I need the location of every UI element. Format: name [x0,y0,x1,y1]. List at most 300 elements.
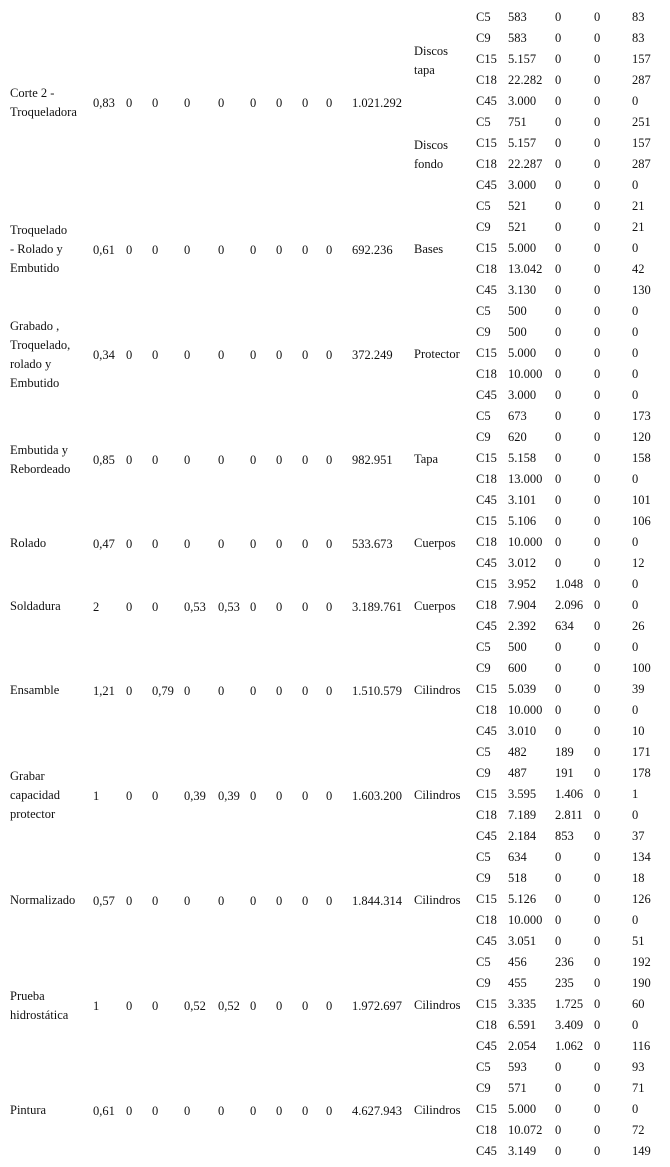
process-name [10,597,61,616]
size-value: 456 [508,955,527,969]
size-code: C18 [476,703,497,717]
process-value: 0 [250,536,257,551]
size-code: C15 [476,787,497,801]
size-value: 0 [594,661,601,675]
process-value: 0 [326,683,333,698]
size-value: 0 [594,1081,601,1095]
process-value: 0 [250,242,257,257]
size-value: 5.000 [508,346,537,360]
process-value: 0 [250,683,257,698]
size-value: 173 [632,409,651,423]
size-value: 0 [632,325,639,339]
size-code: C15 [476,577,497,591]
part-name-line: fondo [414,157,444,171]
part-name-line: Bases [414,242,444,256]
part-name [414,891,461,910]
part-name-line: Cilindros [414,1103,461,1117]
size-value: 0 [594,199,601,213]
process-value: 0 [126,683,133,698]
process-value: 0 [218,683,225,698]
size-value: 0 [555,661,562,675]
size-value: 0 [594,346,601,360]
size-value: 191 [555,766,574,780]
process-value: 0 [126,1103,133,1118]
size-value: 634 [508,850,527,864]
part-name [414,597,456,616]
size-value: 0 [594,178,601,192]
size-value: 0 [555,346,562,360]
part-name [414,136,448,174]
size-value: 1.048 [555,577,584,591]
size-value: 482 [508,745,527,759]
size-value: 0 [594,367,601,381]
size-value: 37 [632,829,645,843]
process-name-line: Soldadura [10,599,61,613]
process-value: 0 [302,347,309,362]
process-value: 0 [152,893,159,908]
size-code: C18 [476,598,497,612]
size-code: C9 [476,1081,491,1095]
size-value: 0 [594,892,601,906]
size-value: 21 [632,199,645,213]
size-code: C15 [476,136,497,150]
process-total: 1.021.292 [352,95,402,110]
size-value: 0 [594,136,601,150]
process-value: 0 [250,788,257,803]
process-value: 0 [302,95,309,110]
part-name-line: Discos [414,43,449,58]
process-value: 0 [152,347,159,362]
size-value: 2.811 [555,808,583,822]
size-value: 39 [632,682,645,696]
size-value: 71 [632,1081,645,1095]
size-value: 0 [632,178,639,192]
size-value: 0 [594,871,601,885]
size-value: 0 [594,955,601,969]
process-value: 0 [218,536,225,551]
size-value: 0 [632,913,639,927]
process-value: 0 [302,536,309,551]
size-code: C5 [476,409,491,423]
size-value: 0 [555,430,562,444]
size-value: 0 [594,409,601,423]
size-value: 0 [594,577,601,591]
process-value: 0 [250,95,257,110]
size-value: 0 [632,1018,639,1032]
process-value: 0 [250,893,257,908]
size-value: 7.904 [508,598,537,612]
size-value: 455 [508,976,527,990]
size-value: 134 [632,850,651,864]
size-value: 3.010 [508,724,537,738]
process-value: 0 [218,893,225,908]
size-value: 149 [632,1144,651,1158]
process-value: 0 [302,242,309,257]
process-value: 0,61 [93,242,115,257]
size-code: C18 [476,1018,497,1032]
size-value: 0 [594,325,601,339]
size-code: C9 [476,871,491,885]
process-name-line: Troquelado, [10,337,71,352]
part-name [414,786,461,805]
part-name [414,42,448,80]
size-value: 0 [555,283,562,297]
size-value: 0 [555,850,562,864]
process-value: 0 [218,452,225,467]
size-code: C15 [476,1102,497,1116]
process-name-line: Ensamble [10,683,60,697]
process-total: 1.510.579 [352,683,402,698]
process-value: 0 [126,998,133,1013]
size-value: 600 [508,661,527,675]
size-code: C45 [476,178,497,192]
size-value: 5.039 [508,682,537,696]
process-value: 0 [302,998,309,1013]
process-value: 0 [276,1103,283,1118]
process-value: 0 [250,1103,257,1118]
size-value: 10.072 [508,1123,543,1137]
size-value: 13.000 [508,472,543,486]
size-value: 0 [594,850,601,864]
process-value: 1 [93,788,100,803]
size-value: 0 [555,367,562,381]
size-value: 1.062 [555,1039,584,1053]
size-value: 0 [555,10,562,24]
size-code: C45 [476,724,497,738]
size-value: 116 [632,1039,651,1053]
process-value: 0 [184,683,191,698]
size-value: 2.392 [508,619,537,633]
process-value: 0 [218,1103,225,1118]
process-value: 0 [326,599,333,614]
size-value: 10.000 [508,367,543,381]
process-total: 533.673 [352,536,393,551]
size-value: 100 [632,661,651,675]
process-total: 982.951 [352,452,393,467]
size-value: 0 [594,682,601,696]
size-value: 0 [594,724,601,738]
size-value: 583 [508,10,527,24]
size-code: C15 [476,514,497,528]
size-value: 3.409 [555,1018,584,1032]
size-value: 0 [594,640,601,654]
process-value: 0 [126,788,133,803]
size-value: 0 [594,997,601,1011]
size-value: 3.051 [508,934,537,948]
process-value: 0,52 [218,998,240,1013]
size-code: C5 [476,115,491,129]
size-code: C5 [476,304,491,318]
size-value: 0 [555,934,562,948]
size-value: 0 [555,493,562,507]
size-value: 0 [555,220,562,234]
size-value: 0 [594,220,601,234]
size-value: 5.157 [508,52,537,66]
size-value: 3.595 [508,787,537,801]
part-name-line: Cuerpos [414,599,456,613]
part-name-line: Cilindros [414,998,461,1012]
size-value: 22.287 [508,157,543,171]
process-value: 0 [302,683,309,698]
size-code: C5 [476,955,491,969]
process-value: 0 [250,347,257,362]
part-name [414,1101,461,1120]
size-value: 620 [508,430,527,444]
size-value: 0 [594,1123,601,1137]
process-value: 0 [184,347,191,362]
process-value: 0 [218,95,225,110]
process-value: 0 [126,242,133,257]
size-value: 0 [594,829,601,843]
size-value: 178 [632,766,651,780]
size-value: 13.042 [508,262,543,276]
size-value: 158 [632,451,651,465]
process-value: 0 [326,536,333,551]
size-value: 0 [555,388,562,402]
process-name [10,441,70,479]
size-value: 0 [555,199,562,213]
size-value: 0 [632,346,639,360]
process-name-line: Grabado , [10,318,60,333]
size-code: C9 [476,661,491,675]
size-value: 0 [555,682,562,696]
size-value: 2.096 [555,598,584,612]
size-value: 500 [508,304,527,318]
size-value: 0 [555,1081,562,1095]
size-value: 130 [632,283,651,297]
process-value: 0 [276,788,283,803]
size-value: 0 [594,430,601,444]
size-value: 5.158 [508,451,537,465]
process-value: 0 [276,683,283,698]
process-value: 0 [326,452,333,467]
size-code: C18 [476,535,497,549]
size-code: C15 [476,892,497,906]
size-value: 7.189 [508,808,537,822]
size-value: 0 [555,304,562,318]
size-value: 0 [555,325,562,339]
size-code: C15 [476,682,497,696]
process-value: 0 [184,242,191,257]
size-value: 83 [632,10,645,24]
size-value: 5.000 [508,1102,537,1116]
size-value: 0 [555,892,562,906]
process-value: 1,21 [93,683,115,698]
part-name [414,534,456,553]
process-total: 1.972.697 [352,998,402,1013]
process-value: 0 [276,998,283,1013]
size-code: C18 [476,808,497,822]
size-value: 0 [594,115,601,129]
process-name-line: Prueba [10,988,45,1003]
process-value: 0,57 [93,893,115,908]
size-value: 853 [555,829,574,843]
size-code: C9 [476,220,491,234]
size-value: 0 [594,598,601,612]
size-value: 487 [508,766,527,780]
size-value: 0 [594,283,601,297]
size-code: C15 [476,52,497,66]
size-value: 673 [508,409,527,423]
process-value: 0 [326,788,333,803]
size-value: 93 [632,1060,645,1074]
size-value: 106 [632,514,651,528]
process-name-line: Embutido [10,261,60,275]
size-value: 751 [508,115,527,129]
size-value: 0 [555,1123,562,1137]
size-value: 0 [594,73,601,87]
size-value: 521 [508,199,527,213]
size-code: C5 [476,1060,491,1074]
process-name-line: Embutida y [10,442,68,457]
process-name-line: hidrostática [10,1007,69,1022]
size-value: 26 [632,619,645,633]
size-code: C45 [476,619,497,633]
size-code: C5 [476,10,491,24]
process-value: 0 [126,452,133,467]
size-code: C9 [476,976,491,990]
process-name-line: protector [10,807,56,821]
size-value: 1.406 [555,787,584,801]
process-value: 0 [276,893,283,908]
process-value: 0 [184,1103,191,1118]
process-name-line: capacidad [10,788,60,802]
size-value: 6.591 [508,1018,537,1032]
size-value: 0 [594,619,601,633]
size-code: C45 [476,1144,497,1158]
size-value: 0 [555,31,562,45]
size-value: 287 [632,73,651,87]
process-value: 1 [93,998,100,1013]
size-value: 0 [555,556,562,570]
size-value: 500 [508,325,527,339]
process-name-line: Pintura [10,1103,47,1117]
process-total: 4.627.943 [352,1103,402,1118]
size-value: 21 [632,220,645,234]
size-code: C5 [476,745,491,759]
process-value: 0 [302,599,309,614]
size-value: 0 [555,724,562,738]
size-value: 571 [508,1081,527,1095]
size-value: 0 [594,556,601,570]
size-value: 0 [555,1144,562,1158]
size-value: 0 [555,94,562,108]
process-value: 0 [152,998,159,1013]
size-code: C18 [476,157,497,171]
size-value: 0 [594,304,601,318]
size-value: 0 [555,73,562,87]
size-value: 634 [555,619,574,633]
size-code: C18 [476,262,497,276]
size-value: 521 [508,220,527,234]
size-value: 101 [632,493,651,507]
size-value: 0 [555,703,562,717]
size-value: 0 [632,367,639,381]
size-value: 0 [594,157,601,171]
size-code: C15 [476,451,497,465]
size-value: 51 [632,934,645,948]
size-value: 0 [594,808,601,822]
size-value: 5.157 [508,136,537,150]
process-value: 0 [184,893,191,908]
size-value: 0 [594,535,601,549]
process-value: 0 [126,893,133,908]
size-value: 0 [632,598,639,612]
size-code: C45 [476,493,497,507]
size-value: 157 [632,136,651,150]
size-value: 0 [555,913,562,927]
size-code: C45 [476,283,497,297]
process-name [10,534,46,553]
size-value: 0 [594,472,601,486]
process-value: 0 [326,893,333,908]
size-value: 0 [594,745,601,759]
process-value: 0 [250,452,257,467]
process-value: 0 [326,242,333,257]
size-value: 0 [594,703,601,717]
process-value: 0 [276,536,283,551]
process-name [10,987,68,1025]
size-value: 235 [555,976,574,990]
size-value: 22.282 [508,73,543,87]
size-value: 3.000 [508,388,537,402]
process-value: 0 [326,347,333,362]
size-value: 0 [594,451,601,465]
process-value: 0,34 [93,347,115,362]
process-value: 0,47 [93,536,115,551]
process-value: 0 [276,347,283,362]
process-value: 0,39 [218,788,240,803]
size-value: 3.012 [508,556,537,570]
size-value: 190 [632,976,651,990]
size-value: 583 [508,31,527,45]
process-value: 0 [302,452,309,467]
size-code: C9 [476,766,491,780]
part-name-line: Cuerpos [414,536,456,550]
size-value: 0 [555,514,562,528]
process-name-line: rolado y [10,356,52,371]
process-name-line: Troqueladora [10,104,77,119]
process-value: 0 [276,242,283,257]
process-value: 0 [184,452,191,467]
process-value: 0,79 [152,683,174,698]
process-value: 0 [152,242,159,257]
size-value: 10 [632,724,645,738]
size-value: 0 [555,472,562,486]
process-value: 0,61 [93,1103,115,1118]
process-value: 0 [184,536,191,551]
size-value: 0 [632,472,639,486]
size-value: 0 [555,262,562,276]
size-value: 0 [555,241,562,255]
size-value: 0 [555,451,562,465]
process-name-line: Rebordeado [10,461,71,476]
size-value: 0 [555,1060,562,1074]
size-value: 236 [555,955,574,969]
process-value: 0 [152,599,159,614]
size-value: 0 [632,577,639,591]
part-name-line: Tapa [414,452,439,466]
size-value: 2.054 [508,1039,537,1053]
size-value: 0 [555,871,562,885]
size-value: 2.184 [508,829,537,843]
size-code: C5 [476,640,491,654]
size-value: 0 [594,31,601,45]
size-value: 0 [594,241,601,255]
process-name [10,681,59,700]
size-value: 0 [594,52,601,66]
size-code: C15 [476,241,497,255]
